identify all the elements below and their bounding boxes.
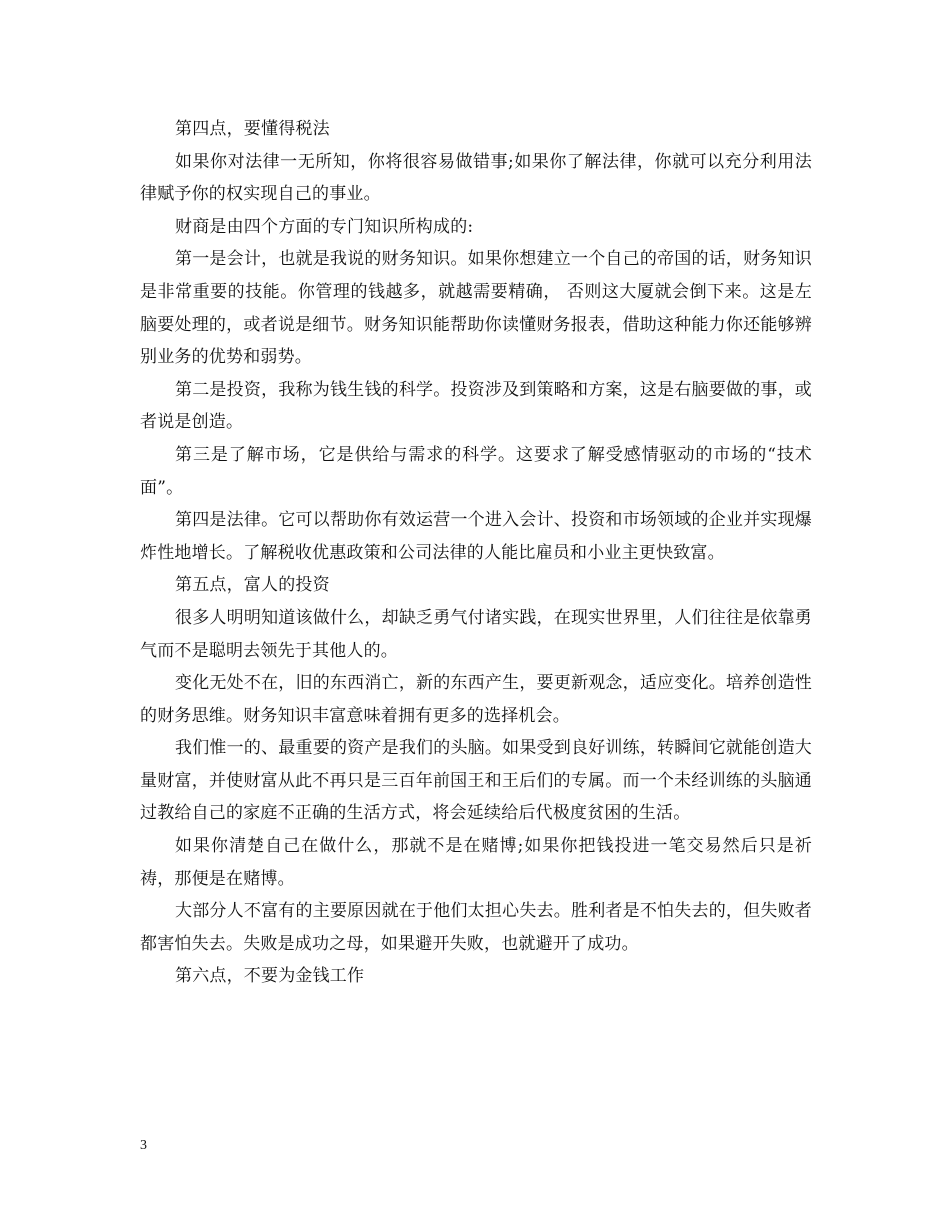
paragraph: 如果你清楚自己在做什么，那就不是在赌博;如果你把钱投进一笔交易然后只是祈祷，那便是在赌博。 [140, 836, 812, 889]
paragraph: 第一是会计，也就是我说的财务知识。如果你想建立一个自己的帝国的话，财务知识是非常重要的技能。你管理的钱越多，就越需要精确， 否则这大厦就会倒下来。这是左脑要处理的，或者说是细节。财务知识能帮助你读懂财务报表，借助这种能力你还能够辨别业务的优势和弱势。 [140, 249, 812, 368]
heading-point-four: 第四点，要懂得税法 [175, 119, 330, 139]
paragraph: 很多人明明知道该做什么，却缺乏勇气付诸实践，在现实世界里，人们往往是依靠勇气而不是聪明去领先于其他人的。 [140, 607, 812, 661]
page-number: 3 [140, 1138, 147, 1153]
paragraph: 第二是投资，我称为钱生钱的科学。投资涉及到策略和方案，这是右脑要做的事，或者说是创造。 [140, 379, 812, 433]
paragraph: 大部分人不富有的主要原因就在于他们太担心失去。胜利者是不怕失去的，但失败者都害怕失去。失败是成功之母，如果避开失败，也就避开了成功。 [140, 901, 812, 954]
paragraph: 第三是了解市场，它是供给与需求的科学。这要求了解受感情驱动的市场的“技术面”。 [140, 444, 812, 498]
heading-point-six: 第六点，不要为金钱工作 [175, 966, 365, 987]
paragraph: 财商是由四个方面的专门知识所构成的: [175, 216, 474, 237]
heading-point-five: 第五点，富人的投资 [175, 575, 330, 596]
document-body [140, 113, 812, 993]
paragraph: 变化无处不在，旧的东西消亡，新的东西产生，要更新观念，适应变化。培养创造性的财务思维。财务知识丰富意味着拥有更多的选择机会。 [140, 673, 812, 726]
paragraph: 我们惟一的、最重要的资产是我们的头脑。如果受到良好训练，转瞬间它就能创造大量财富，并使财富从此不再只是三百年前国王和王后们的专属。而一个未经训练的头脑通过教给自己的家庭不正确的生活方式，将会延续给后代极度贫困的生活。 [140, 738, 812, 824]
paragraph: 如果你对法律一无所知，你将很容易做错事;如果你了解法律，你就可以充分利用法律赋予你的权实现自己的事业。 [140, 151, 812, 205]
paragraph: 第四是法律。它可以帮助你有效运营一个进入会计、投资和市场领域的企业并实现爆炸性地增长。了解税收优惠政策和公司法律的人能比雇员和小业主更快致富。 [140, 510, 812, 563]
